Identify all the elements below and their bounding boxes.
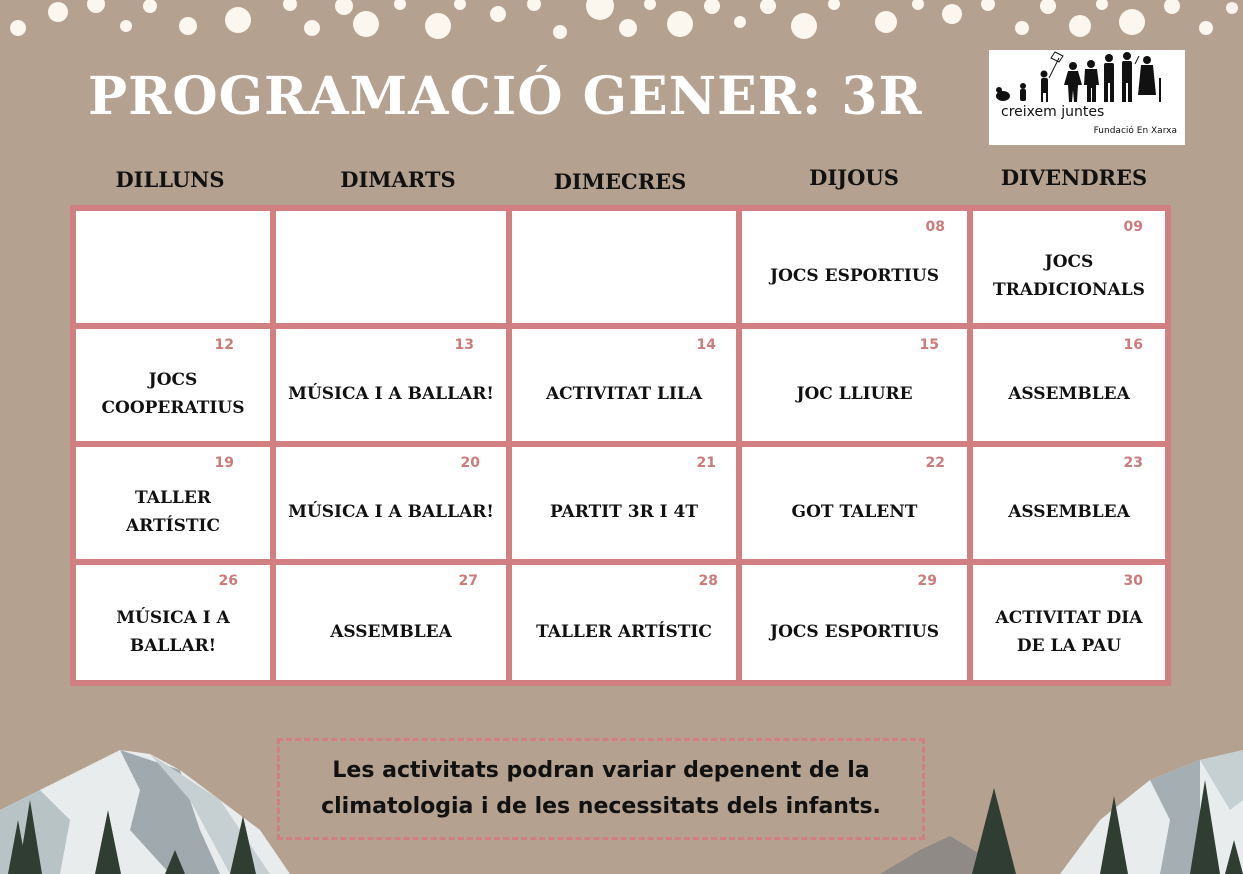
activity-label: ASSEMBLEA: [1008, 384, 1130, 404]
calendar-cell: [742, 211, 967, 323]
activity-label: ACTIVITAT DIA DE LA PAU: [995, 607, 1143, 656]
date-number: 21: [696, 455, 716, 471]
calendar-cell: [973, 329, 1165, 441]
page-title: PROGRAMACIÓ GENER: 3R: [88, 66, 923, 127]
calendar-cell: [76, 565, 270, 680]
activity-label: [76, 211, 270, 323]
activity-label: JOCS ESPORTIUS: [770, 266, 939, 286]
activity-label: TALLER ARTÍSTIC: [536, 621, 712, 642]
date-number: 16: [1123, 337, 1143, 353]
day-header-friday: DIVENDRES: [1000, 165, 1148, 190]
calendar-cell: [512, 447, 736, 559]
date-number: 15: [919, 337, 939, 353]
date-number: 20: [460, 455, 480, 471]
calendar-cell: [276, 447, 506, 559]
logo-org: Fundació En Xarxa: [1093, 126, 1177, 136]
activity-label: [512, 211, 736, 323]
calendar-cell: [973, 447, 1165, 559]
calendar-grid: [70, 205, 1171, 686]
activity-label: ASSEMBLEA: [330, 621, 452, 642]
disclaimer-note: Les activitats podran variar depenent de la climatologia i de les necessitats dels infants.: [277, 738, 925, 840]
activity-label: MÚSICA I A BALLAR!: [116, 607, 230, 656]
day-header-wednesday: DIMECRES: [553, 169, 687, 194]
logo: [989, 50, 1185, 145]
calendar-cell: [973, 211, 1165, 323]
date-number: 19: [214, 455, 234, 471]
calendar-cell: [76, 211, 270, 323]
activity-label: GOT TALENT: [791, 502, 918, 522]
activity-label: MÚSICA I A BALLAR!: [288, 502, 494, 522]
activity-label: MÚSICA I A BALLAR!: [288, 384, 494, 404]
activity-label: ACTIVITAT LILA: [545, 384, 703, 404]
activity-label: JOC LLIURE: [796, 384, 913, 404]
calendar-cell: [512, 565, 736, 680]
date-number: 14: [696, 337, 716, 353]
day-header-tuesday: DIMARTS: [340, 167, 456, 192]
logo-name: creixem juntes: [1001, 104, 1105, 120]
calendar-cell: [276, 565, 506, 680]
svg-text:*: *: [1069, 97, 1072, 104]
calendar-cell: [742, 447, 967, 559]
calendar-cell: [276, 211, 506, 323]
day-header-monday: DILLUNS: [115, 167, 225, 192]
day-header-thursday: DIJOUS: [809, 165, 899, 190]
date-number: 22: [925, 455, 945, 471]
calendar-cell: [742, 565, 967, 680]
calendar-cell: [76, 447, 270, 559]
calendar-cell: [512, 211, 736, 323]
activity-label: ASSEMBLEA: [1008, 502, 1130, 522]
calendar-cell: [973, 565, 1165, 680]
date-number: 27: [458, 573, 478, 589]
activity-label: [276, 211, 506, 323]
date-number: 30: [1123, 573, 1143, 589]
activity-label: JOCS COOPERATIUS: [101, 370, 245, 418]
activity-label: JOCS TRADICIONALS: [993, 252, 1145, 300]
calendar-cell: [76, 329, 270, 441]
date-number: 28: [698, 573, 718, 589]
calendar-cell: [742, 329, 967, 441]
family-silhouette-icon: [989, 50, 1185, 105]
activity-label: JOCS ESPORTIUS: [770, 621, 939, 642]
calendar-cell: [512, 329, 736, 441]
date-number: 23: [1123, 455, 1143, 471]
date-number: 13: [454, 337, 474, 353]
activity-label: TALLER ARTÍSTIC: [125, 488, 221, 536]
date-number: 26: [218, 573, 238, 589]
date-number: 08: [925, 219, 945, 235]
calendar-cell: [276, 329, 506, 441]
date-number: 09: [1123, 219, 1143, 235]
date-number: 12: [214, 337, 234, 353]
date-number: 29: [917, 573, 937, 589]
activity-label: PARTIT 3R I 4T: [550, 502, 698, 522]
